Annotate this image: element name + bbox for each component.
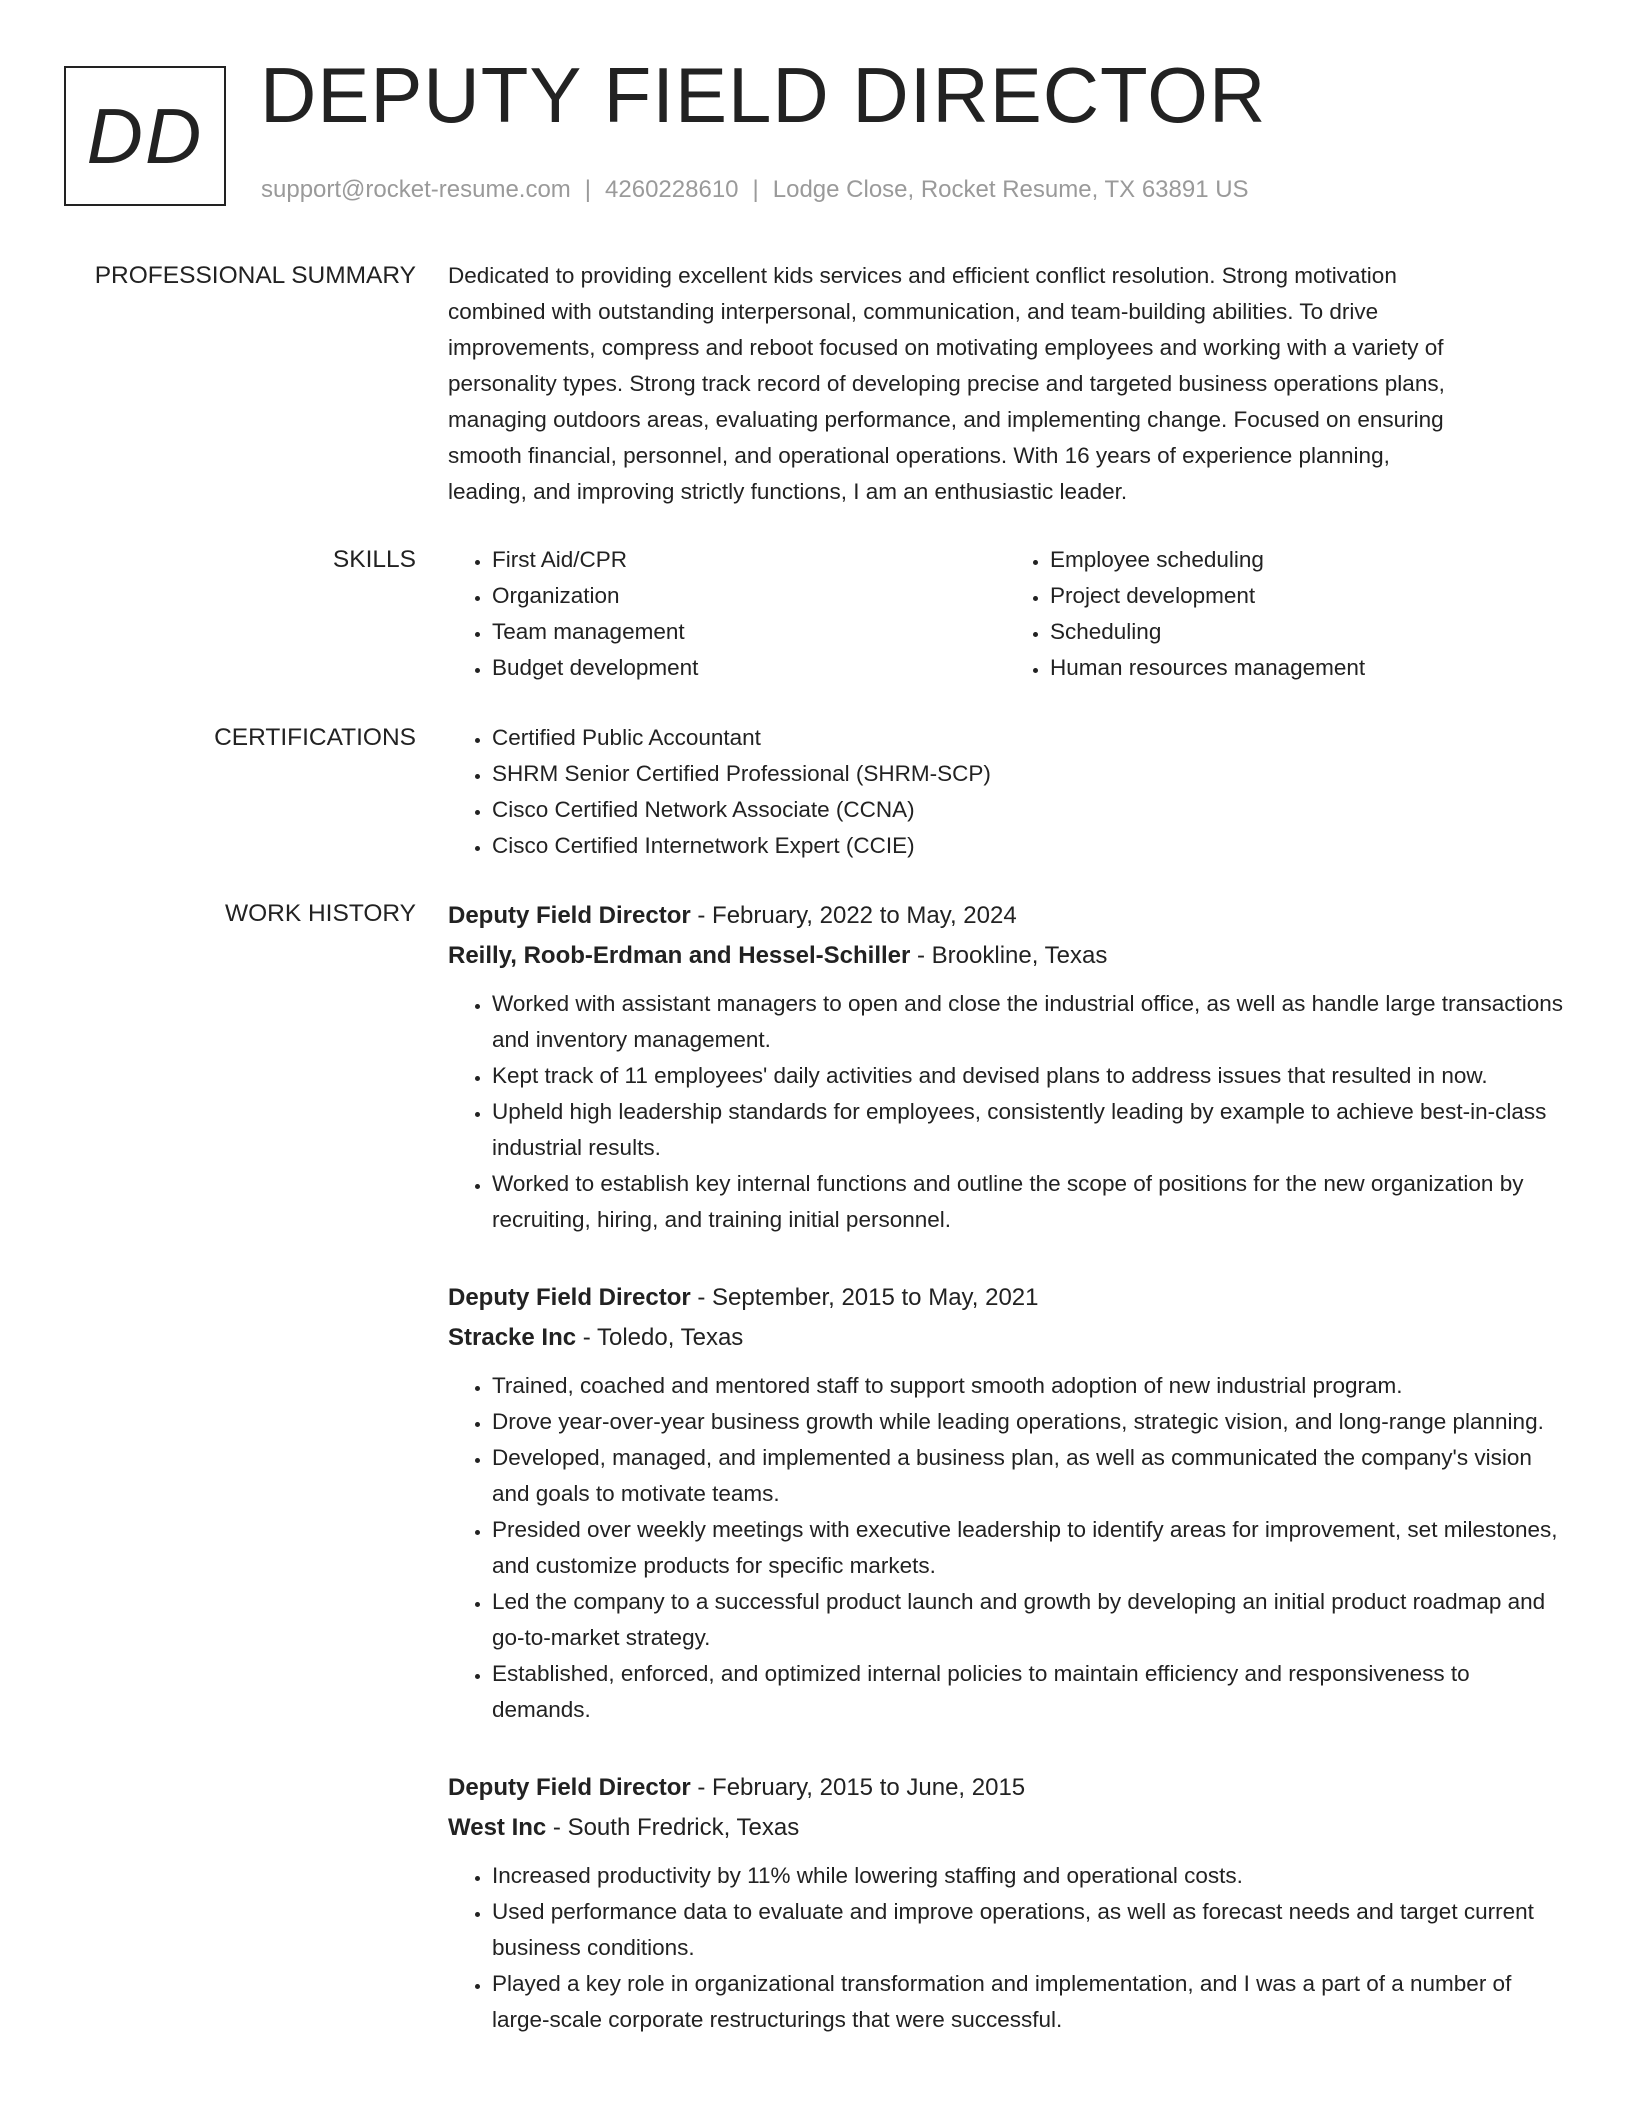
skills-list-left xyxy=(448,542,1006,686)
section-title: PROFESSIONAL SUMMARY xyxy=(94,262,416,289)
contact-separator: | xyxy=(752,176,759,203)
contact-line xyxy=(261,176,1249,204)
job-company: Stracke Inc xyxy=(448,1324,577,1351)
certification-item: • Certified Public Accountant xyxy=(492,720,1564,756)
job-entry xyxy=(448,896,1564,1238)
skill-item: • First Aid/CPR xyxy=(492,542,1006,578)
job-company-line xyxy=(448,1318,1564,1358)
job-company: Reilly, Roob-Erdman and Hessel-Schiller xyxy=(448,942,911,969)
skills-body xyxy=(448,542,1564,686)
job-bullet: • Increased productivity by 11% while lowering staffing and operational costs. xyxy=(492,1858,1564,1894)
job-bullet: • Presided over weekly meetings with executive leadership to identify areas for improvement, set milestones, and customize products for specific markets. xyxy=(492,1512,1564,1584)
job-bullet: • Upheld high leadership standards for employees, consistently leading by example to achieve best-in-class industrial results. xyxy=(492,1094,1564,1166)
work-history-body xyxy=(448,896,1564,2078)
job-bullet: • Worked to establish key internal functions and outline the scope of positions for the new organization by recruiting, hiring, and training initial personnel. xyxy=(492,1166,1564,1238)
job-bullets xyxy=(448,986,1564,1238)
certifications-body xyxy=(448,720,1564,864)
contact-phone: 4260228610 xyxy=(605,176,739,203)
job-bullet: • Played a key role in organizational transformation and implementation, and I was a part of a number of large-scale corporate restructurings that were successful. xyxy=(492,1966,1564,2038)
job-company-line xyxy=(448,1808,1564,1848)
summary-line: Dedicated to providing excellent kids services and efficient conflict resolution. Strong motivation xyxy=(448,263,1397,288)
job-bullet: • Worked with assistant managers to open and close the industrial office, as well as handle large transactions and inventory management. xyxy=(492,986,1564,1058)
job-dates: - February, 2015 to June, 2015 xyxy=(690,1774,1026,1801)
summary-line: combined with outstanding interpersonal, communication, and team-building abilities. To drive xyxy=(448,299,1379,324)
job-role-line xyxy=(448,896,1564,936)
job-dates: - September, 2015 to May, 2021 xyxy=(690,1284,1039,1311)
certifications-list xyxy=(448,720,1564,864)
job-role-line xyxy=(448,1768,1564,1808)
job-bullet: • Kept track of 11 employees' daily activities and devised plans to address issues that resulted in now. xyxy=(492,1058,1564,1094)
job-entry xyxy=(448,1768,1564,2038)
job-bullet: • Trained, coached and mentored staff to support smooth adoption of new industrial program. xyxy=(492,1368,1564,1404)
skill-item: • Project development xyxy=(1050,578,1564,614)
job-location: - Brookline, Texas xyxy=(910,942,1108,969)
summary-line: smooth financial, personnel, and operational operations. With 16 years of experience planning, xyxy=(448,443,1390,468)
resume-name-title: DEPUTY FIELD DIRECTOR xyxy=(260,51,1267,139)
certification-item: • Cisco Certified Internetwork Expert (CCIE) xyxy=(492,828,1564,864)
summary-body xyxy=(448,258,1564,510)
job-company-line xyxy=(448,936,1564,976)
contact-address: Lodge Close, Rocket Resume, TX 63891 US xyxy=(772,176,1249,203)
skill-item: • Budget development xyxy=(492,650,1006,686)
job-bullets xyxy=(448,1368,1564,1728)
skill-item: • Team management xyxy=(492,614,1006,650)
summary-line: managing outdoors areas, evaluating performance, and implementing change. Focused on ensuring xyxy=(448,407,1444,432)
job-role: Deputy Field Director xyxy=(448,1774,691,1801)
job-company: West Inc xyxy=(448,1814,547,1841)
skill-item: • Scheduling xyxy=(1050,614,1564,650)
skills-list-right xyxy=(1006,542,1564,686)
job-role: Deputy Field Director xyxy=(448,902,691,929)
job-role-line xyxy=(448,1278,1564,1318)
job-bullet: • Developed, managed, and implemented a business plan, as well as communicated the company's vision and goals to motivate teams. xyxy=(492,1440,1564,1512)
certification-item: • SHRM Senior Certified Professional (SHRM-SCP) xyxy=(492,756,1564,792)
job-bullets xyxy=(448,1858,1564,2038)
job-dates: - February, 2022 to May, 2024 xyxy=(690,902,1017,929)
job-bullet: • Drove year-over-year business growth while leading operations, strategic vision, and long-range planning. xyxy=(492,1404,1564,1440)
summary-line: leading, and improving strictly functions, I am an enthusiastic leader. xyxy=(448,479,1128,504)
job-entry xyxy=(448,1278,1564,1728)
certification-item: • Cisco Certified Network Associate (CCNA) xyxy=(492,792,1564,828)
contact-separator: | xyxy=(584,176,592,203)
section-title: WORK HISTORY xyxy=(224,900,416,927)
skill-item: • Human resources management xyxy=(1050,650,1564,686)
contact-email: support@rocket-resume.com xyxy=(261,176,571,203)
job-bullet: • Led the company to a successful product launch and growth by developing an initial product roadmap and go-to-market strategy. xyxy=(492,1584,1564,1656)
skill-item: • Employee scheduling xyxy=(1050,542,1564,578)
job-bullet: • Established, enforced, and optimized internal policies to maintain efficiency and responsiveness to demands. xyxy=(492,1656,1564,1728)
summary-line: improvements, compress and reboot focused on motivating employees and working with a variety of xyxy=(448,335,1444,360)
summary-line: personality types. Strong track record of developing precise and targeted business operations plans, xyxy=(448,371,1445,396)
job-location: - South Fredrick, Texas xyxy=(546,1814,800,1841)
section-title: CERTIFICATIONS xyxy=(214,724,416,751)
job-bullet: • Used performance data to evaluate and improve operations, as well as forecast needs and target current business conditions. xyxy=(492,1894,1564,1966)
job-location: - Toledo, Texas xyxy=(576,1324,744,1351)
monogram-badge: DD xyxy=(64,66,226,206)
section-title: SKILLS xyxy=(332,546,416,573)
job-role: Deputy Field Director xyxy=(448,1284,691,1311)
skill-item: • Organization xyxy=(492,578,1006,614)
